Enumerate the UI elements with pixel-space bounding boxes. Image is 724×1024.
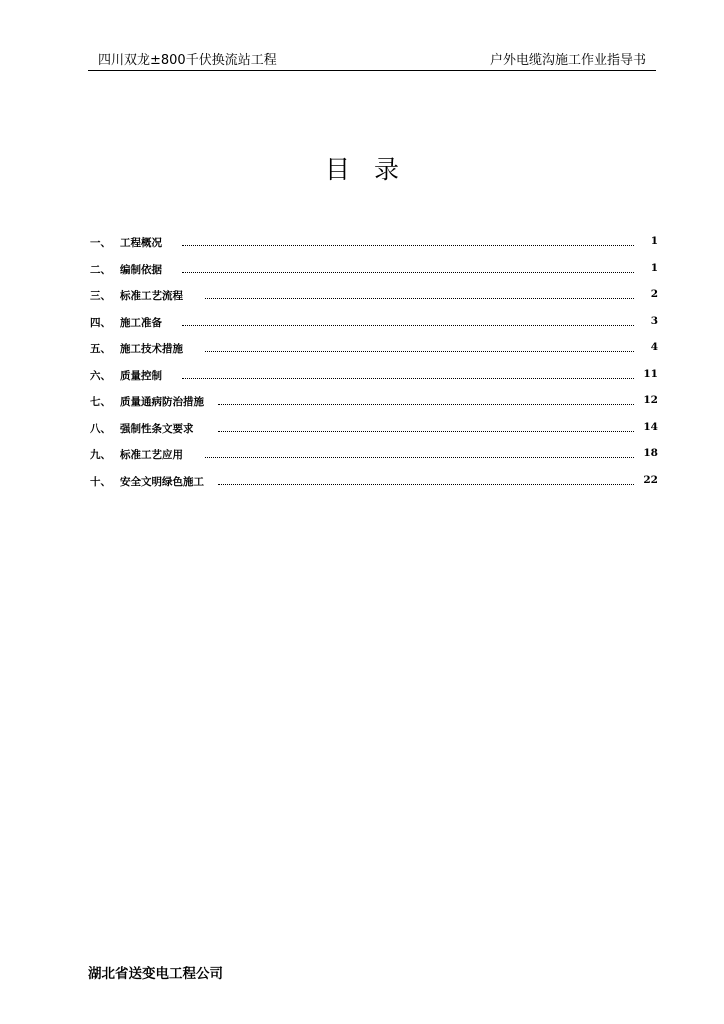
- toc-entry[interactable]: [90, 392, 658, 419]
- toc-leader-dots: [218, 404, 634, 405]
- toc-entry-label: 标准工艺应用: [120, 449, 183, 461]
- toc-entry-label: 标准工艺流程: [120, 290, 183, 302]
- toc-entry-number: 十、: [90, 475, 111, 488]
- toc-leader-dots: [182, 378, 634, 379]
- toc-leader-dots: [218, 484, 634, 485]
- toc-entry-number: 二、: [90, 263, 111, 276]
- toc-entry[interactable]: [90, 472, 658, 499]
- header-project-name: 四川双龙±800千伏换流站工程: [98, 53, 277, 68]
- toc-entry-label: 编制依据: [120, 263, 162, 276]
- toc-entry-label: 施工准备: [120, 316, 162, 329]
- toc-leader-dots: [218, 431, 634, 432]
- toc-entry-page: 18: [643, 447, 658, 459]
- toc-leader-dots: [205, 351, 634, 352]
- toc-entry[interactable]: [90, 260, 658, 287]
- toc-entry[interactable]: [90, 445, 658, 472]
- toc-entry-number: 七、: [90, 396, 111, 408]
- header-document-name: 户外电缆沟施工作业指导书: [489, 53, 646, 68]
- toc-entry-label: 质量通病防治措施: [120, 396, 204, 408]
- toc-leader-dots: [182, 325, 634, 326]
- toc-leader-dots: [182, 272, 634, 273]
- toc-entry-page: 14: [643, 420, 658, 433]
- toc-leader-dots: [205, 457, 634, 458]
- toc-entry-label: 质量控制: [120, 369, 162, 382]
- toc-entry[interactable]: [90, 419, 658, 446]
- toc-entry-page: 1: [650, 235, 658, 247]
- toc-entry-page: 12: [643, 394, 658, 406]
- toc-entry-number: 一、: [90, 237, 111, 249]
- toc-entry-number: 八、: [90, 422, 111, 435]
- toc-entry-page: 1: [650, 261, 658, 274]
- toc-entry[interactable]: [90, 339, 658, 366]
- toc-leader-dots: [205, 298, 634, 299]
- toc-entry[interactable]: [90, 233, 658, 260]
- toc-entry-label: 施工技术措施: [120, 343, 183, 355]
- toc-entry-number: 四、: [90, 316, 111, 329]
- toc-entry-page: 22: [643, 473, 658, 486]
- toc-entry-page: 2: [650, 288, 658, 300]
- table-of-contents: [90, 233, 658, 498]
- toc-entry-number: 五、: [90, 343, 111, 355]
- toc-entry-page: 11: [643, 367, 658, 380]
- toc-entry-number: 九、: [90, 449, 111, 461]
- toc-entry-page: 3: [650, 314, 658, 327]
- toc-entry-label: 工程概况: [120, 237, 162, 249]
- toc-entry-label: 强制性条文要求: [120, 422, 194, 435]
- toc-entry[interactable]: [90, 366, 658, 393]
- company-name-footer: 湖北省送变电工程公司: [88, 966, 223, 982]
- toc-entry[interactable]: [90, 313, 658, 340]
- toc-entry-number: 三、: [90, 290, 111, 302]
- page-header: [88, 52, 656, 71]
- toc-entry[interactable]: [90, 286, 658, 313]
- toc-entry-label: 安全文明绿色施工: [120, 475, 204, 488]
- page-title: 目录: [324, 155, 423, 184]
- toc-entry-number: 六、: [90, 369, 111, 382]
- toc-leader-dots: [182, 245, 634, 246]
- toc-entry-page: 4: [650, 341, 658, 353]
